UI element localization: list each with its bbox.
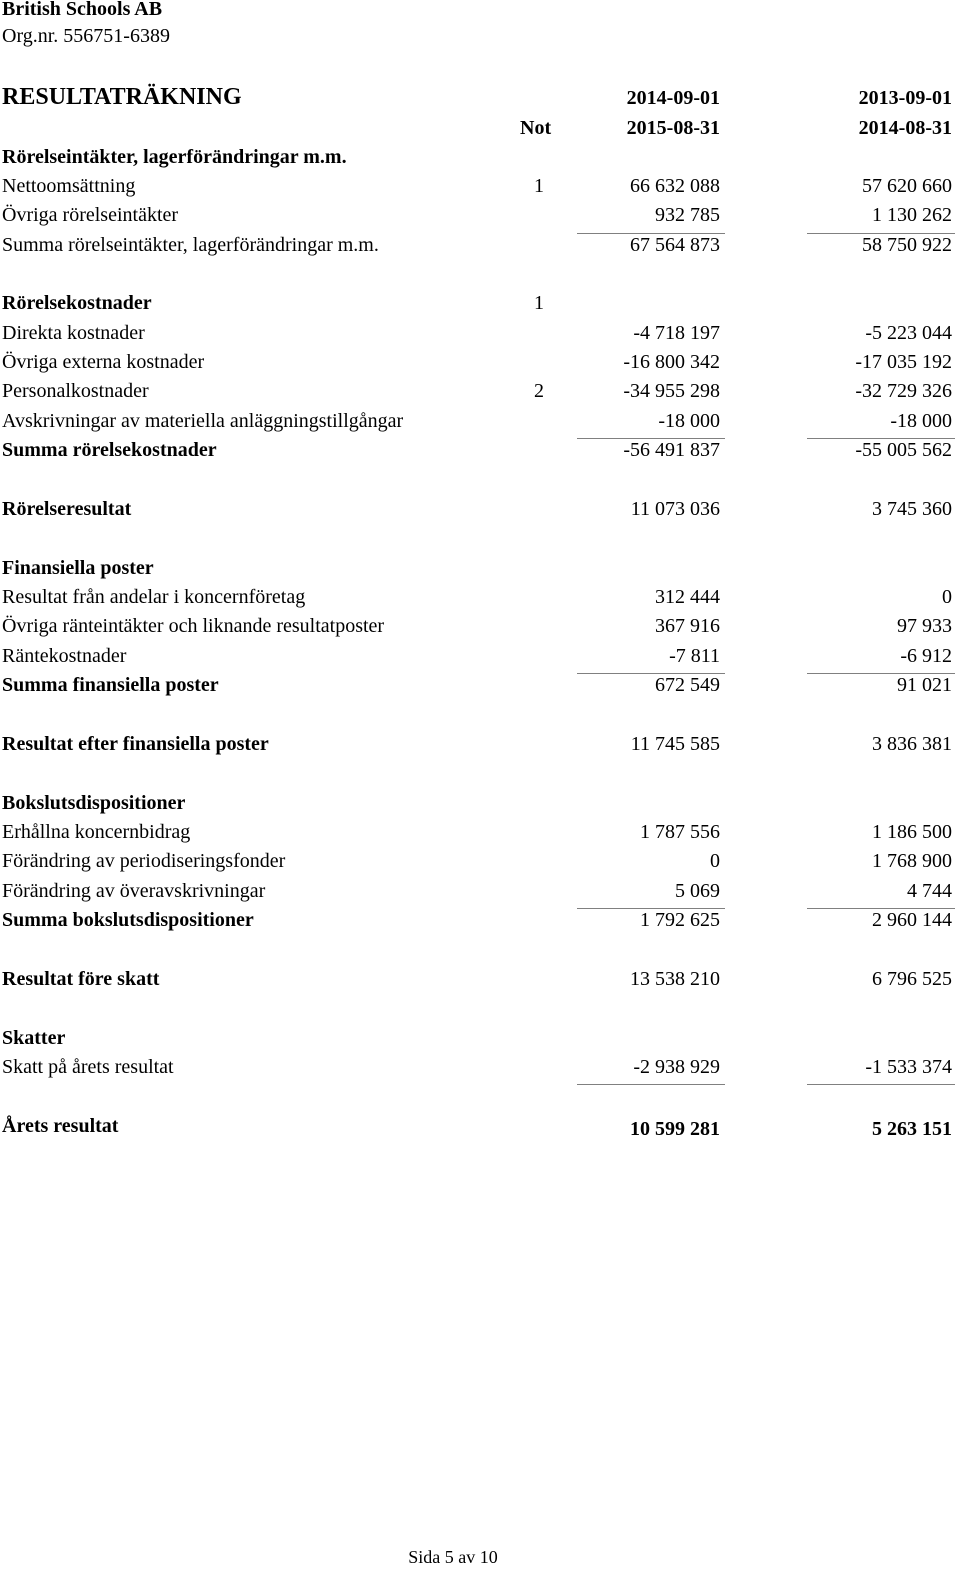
page-number: Sida 5 av 10 [408,1547,498,1567]
value-previous: -5 223 044 [865,322,952,344]
value-previous: 2 960 144 [872,909,952,931]
table-row [0,880,960,909]
table-row [0,645,960,674]
value-previous: 57 620 660 [862,175,952,197]
value-current: -4 718 197 [633,322,720,344]
value-current: 1 787 556 [640,821,720,843]
value-previous: 58 750 922 [862,234,952,256]
row-label: Resultat efter finansiella poster [2,733,269,755]
row-label: Räntekostnader [2,645,127,667]
row-label: Skatt på årets resultat [2,1056,174,1078]
value-current: 5 069 [675,880,720,902]
value-current: 367 916 [655,615,720,637]
row-label: Resultat från andelar i koncernföretag [2,586,306,608]
table-row-subtotal [0,909,960,938]
statement-title: RESULTATRÄKNING [2,84,242,110]
row-label: Bokslutsdispositioner [2,792,186,814]
value-previous: -55 005 562 [855,439,952,461]
row-label: Erhållna koncernbidrag [2,821,191,843]
row-label: Rörelsekostnader [2,292,152,314]
value-previous: 4 744 [907,880,952,902]
note-ref: 2 [534,380,544,402]
value-current: 0 [710,850,720,872]
value-current: -7 811 [669,645,720,667]
net-result-values [0,1118,960,1147]
value-previous: 3 745 360 [872,498,952,520]
value-previous: 0 [942,586,952,608]
value-previous: -32 729 326 [855,380,952,402]
row-label: Avskrivningar av materiella anläggningstillgångar [2,410,404,432]
period-1-end: 2015-08-31 [626,117,720,139]
section-header-operating-costs [0,292,960,321]
row-label: Övriga externa kostnader [2,351,205,373]
note-column-header: Not [520,117,552,139]
table-row [0,380,960,409]
row-label: Skatter [2,1027,66,1049]
note-ref: 1 [534,175,544,197]
subtotal-rule [577,1084,725,1085]
table-row [0,615,960,644]
table-row-subtotal [0,234,960,263]
section-header-appropriations [0,792,960,821]
value-previous: 91 021 [897,674,952,696]
table-row [0,586,960,615]
subtotal-rule [807,1084,955,1085]
value-current: -2 938 929 [633,1056,720,1078]
note-ref: 1 [534,292,544,314]
row-label: Personalkostnader [2,380,149,402]
value-current: 312 444 [655,586,720,608]
value-previous: -18 000 [890,410,952,432]
value-previous: -1 533 374 [865,1056,952,1078]
period-2-start: 2013-09-01 [858,87,952,109]
row-label: Nettoomsättning [2,175,136,197]
section-header-revenue [0,146,960,175]
table-row-subtotal [0,674,960,703]
value-current: 66 632 088 [630,175,720,197]
row-label: Resultat före skatt [2,968,160,990]
table-row-subtotal [0,439,960,468]
value-current: 10 599 281 [630,1118,720,1140]
row-label: Rörelseresultat [2,498,132,520]
value-current: 67 564 873 [630,234,720,256]
value-current: 1 792 625 [640,909,720,931]
company-name: British Schools AB [2,0,163,20]
table-row [0,322,960,351]
value-current: 13 538 210 [630,968,720,990]
value-previous: 1 768 900 [872,850,952,872]
row-label: Förändring av överavskrivningar [2,880,266,902]
value-current: 11 745 585 [630,733,720,755]
value-current: -34 955 298 [623,380,720,402]
row-label: Övriga rörelseintäkter [2,204,179,226]
section-header-taxes [0,1027,960,1056]
table-row [0,204,960,233]
row-label: Förändring av periodiseringsfonder [2,850,286,872]
row-label: Övriga ränteintäkter och liknande resultatposter [2,615,385,637]
row-label: Direkta kostnader [2,322,145,344]
row-label: Summa rörelsekostnader [2,439,217,461]
value-previous: 1 186 500 [872,821,952,843]
table-row [0,1056,960,1085]
value-previous: 5 263 151 [872,1118,952,1140]
table-row-result [0,968,960,997]
value-current: -18 000 [658,410,720,432]
table-row [0,351,960,380]
row-label: Finansiella poster [2,557,154,579]
value-current: -56 491 837 [623,439,720,461]
value-previous: 6 796 525 [872,968,952,990]
table-row-result [0,498,960,527]
value-current: 932 785 [655,204,720,226]
value-current: 672 549 [655,674,720,696]
value-current: 11 073 036 [630,498,720,520]
row-label: Summa rörelseintäkter, lagerförändringar m.m. [2,234,379,256]
table-row [0,850,960,879]
row-label: Summa finansiella poster [2,674,219,696]
table-row [0,821,960,850]
table-row [0,410,960,439]
table-row-result [0,733,960,762]
period-1-start: 2014-09-01 [626,87,720,109]
value-previous: -6 912 [900,645,952,667]
row-label: Rörelseintäkter, lagerförändringar m.m. [2,146,347,168]
value-previous: 3 836 381 [872,733,952,755]
value-previous: -17 035 192 [855,351,952,373]
value-previous: 1 130 262 [872,204,952,226]
row-label: Summa bokslutsdispositioner [2,909,254,931]
value-current: -16 800 342 [623,351,720,373]
section-header-financial [0,557,960,586]
org-number: Org.nr. 556751-6389 [2,25,170,47]
table-row [0,175,960,204]
value-previous: 97 933 [897,615,952,637]
period-2-end: 2014-08-31 [858,117,952,139]
row-label: Årets resultat [2,1115,119,1137]
